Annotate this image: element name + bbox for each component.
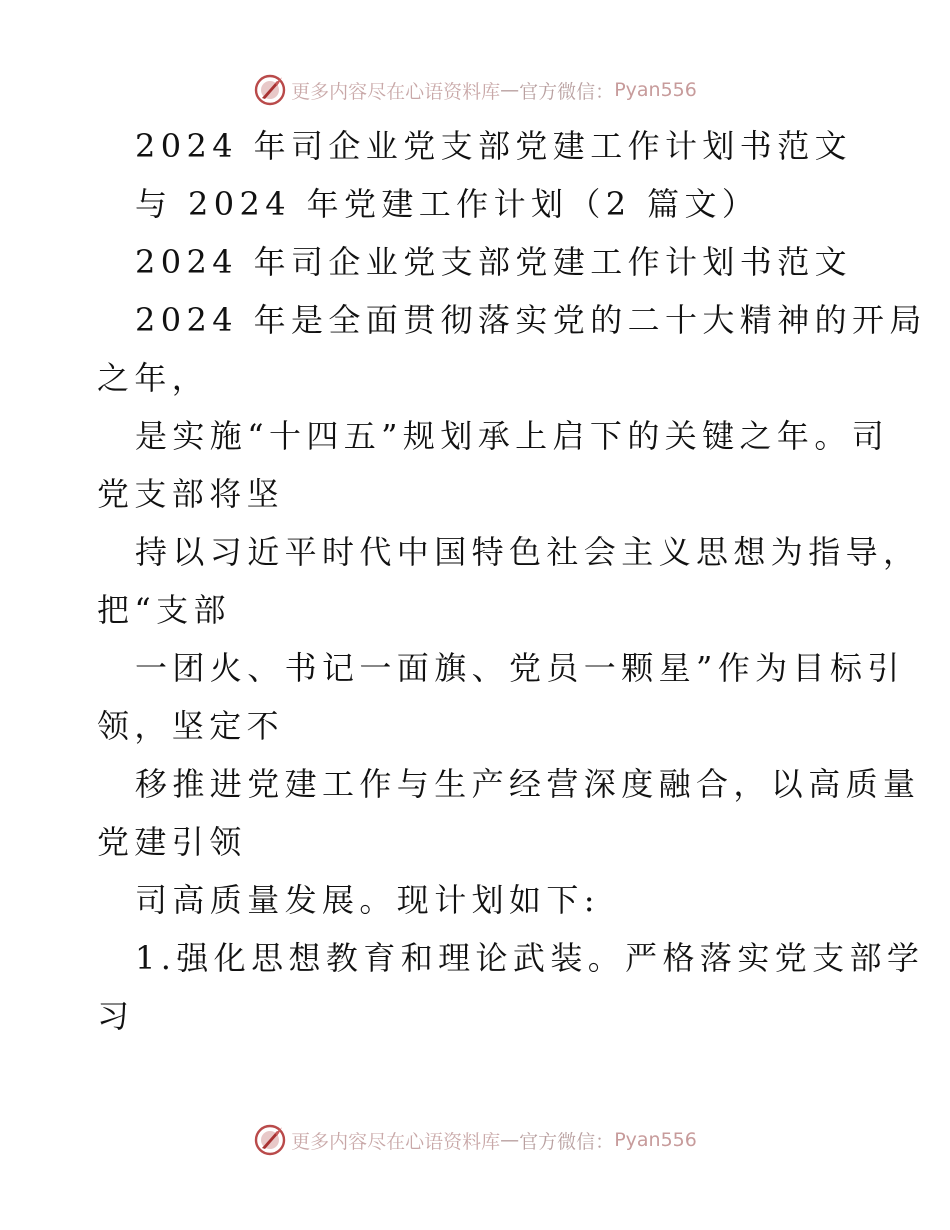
watermark-site-text: 更多内容尽在心语资料库 — [291, 1130, 501, 1153]
text-line: 持以习近平时代中国特色社会主义思想为指导， — [135, 533, 921, 571]
text-line: 领，坚定不 — [97, 707, 285, 745]
text-line: 是实施“十四五”规划承上启下的关键之年。司 — [135, 417, 890, 455]
quill-seal-icon — [253, 73, 287, 107]
watermark-site-text: 更多内容尽在心语资料库 — [291, 80, 501, 103]
watermark-account-id: Pyan556 — [614, 79, 697, 101]
text-line: 之年， — [97, 359, 210, 397]
watermark-dash: — — [500, 1129, 520, 1151]
text-line: 2024 年司企业党支部党建工作计划书范文 — [135, 127, 853, 165]
watermark-wechat-label: 官方微信： — [519, 1130, 615, 1153]
quill-seal-icon — [253, 1123, 287, 1157]
text-line: 把“支部 — [97, 591, 231, 629]
document-body — [97, 117, 927, 1045]
text-line: 党支部将坚 — [97, 475, 285, 513]
text-line: 移推进党建工作与生产经营深度融合，以高质量 — [135, 765, 921, 803]
text-line: 与 2024 年党建工作计划（2 篇文） — [135, 185, 760, 223]
text-line: 2024 年司企业党支部党建工作计划书范文 — [135, 243, 853, 281]
watermark-dash: — — [500, 79, 520, 101]
watermark-account-id: Pyan556 — [614, 1129, 697, 1151]
text-line: 党建引领 — [97, 823, 247, 861]
text-line: 2024 年是全面贯彻落实党的二十大精神的开局 — [135, 301, 927, 339]
watermark-wechat-label: 官方微信： — [519, 80, 615, 103]
text-line: 习 — [97, 997, 135, 1035]
header-watermark — [0, 70, 950, 110]
text-line: 司高质量发展。现计划如下: — [135, 881, 600, 919]
text-line: 一团火、书记一面旗、党员一颗星”作为目标引 — [135, 649, 905, 687]
text-line: 1.强化思想教育和理论武装。严格落实党支部学 — [135, 939, 925, 977]
footer-watermark — [0, 1120, 950, 1160]
